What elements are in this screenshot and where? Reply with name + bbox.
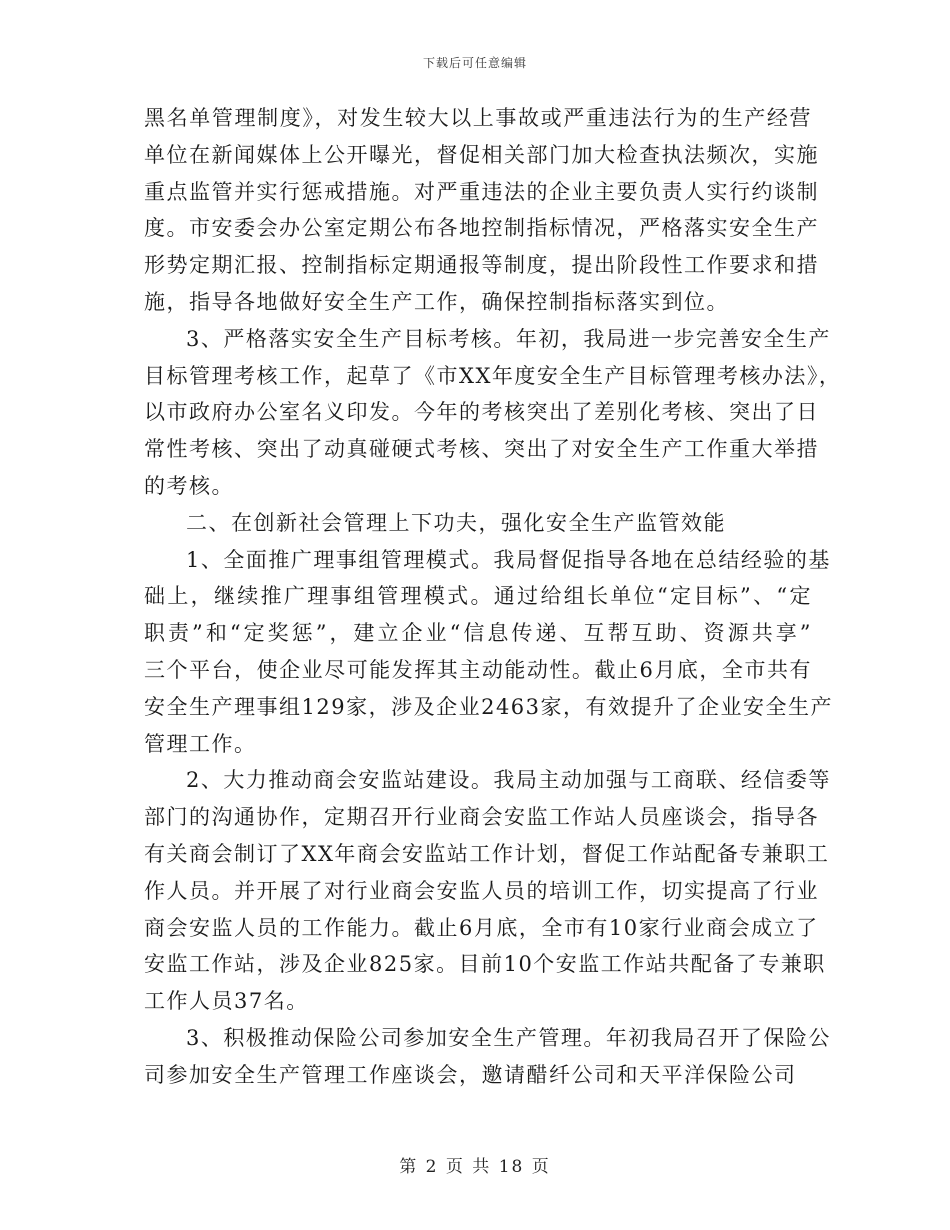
text-line: 2、大力推动商会安监站建设。我局主动加强与工商联、经信委等	[186, 768, 831, 793]
page-footer: 第 2 页 共 18 页	[399, 1157, 551, 1177]
text-line: 有关商会制订了XX年商会安监站工作计划，督促工作站配备专兼职工	[144, 841, 830, 866]
page-header: 下载后可任意编辑	[422, 56, 527, 70]
text-line: 单位在新闻媒体上公开曝光，督促相关部门加大检查执法频次，实施	[144, 142, 819, 167]
text-line: 3、严格落实安全生产目标考核。年初，我局进一步完善安全生产	[186, 326, 831, 351]
text-line: 部门的沟通协作，定期召开行业商会安监工作站人员座谈会，指导各	[144, 805, 819, 830]
text-line: 黑名单管理制度》，对发生较大以上事故或严重违法行为的生产经营	[144, 106, 812, 130]
text-line: 以市政府办公室名义印发。今年的考核突出了差别化考核、突出了日	[144, 400, 819, 425]
text-line: 础上，继续推广理事组管理模式。通过给组长单位“定目标”、“定	[144, 584, 812, 609]
text-line: 三个平台，使企业尽可能发挥其主动能动性。截止6月底，全市共有	[144, 657, 812, 682]
text-line: 度。市安委会办公室定期公布各地控制指标情况，严格落实安全生产	[144, 216, 819, 241]
text-line: 常性考核、突出了动真碰硬式考核、突出了对安全生产工作重大举措	[144, 437, 819, 462]
text-line: 3、积极推动保险公司参加安全生产管理。年初我局召开了保险公	[186, 1025, 831, 1050]
text-line: 目标管理考核工作，起草了《市XX年度安全生产目标管理考核办法》，	[144, 363, 842, 388]
text-line: 施，指导各地做好安全生产工作，确保控制指标落实到位。	[144, 289, 729, 314]
text-line: 安全生产理事组129家，涉及企业2463家，有效提升了企业安全生产	[144, 694, 834, 719]
document-body	[144, 100, 842, 1094]
text-line: 工作人员37名。	[144, 989, 309, 1014]
text-line: 职责”和“定奖惩”，建立企业“信息传递、互帮互助、资源共享”	[144, 621, 812, 646]
text-line: 商会安监人员的工作能力。截止6月底，全市有10家行业商会成立了	[144, 915, 819, 940]
text-line: 形势定期汇报、控制指标定期通报等制度，提出阶段性工作要求和措	[144, 253, 819, 278]
text-line: 的考核。	[144, 473, 234, 498]
text-line: 管理工作。	[144, 731, 257, 756]
text-line: 作人员。并开展了对行业商会安监人员的培训工作，切实提高了行业	[144, 878, 819, 903]
text-line: 司参加安全生产管理工作座谈会，邀请醋纤公司和天平洋保险公司	[144, 1062, 797, 1087]
text-line: 二、在创新社会管理上下功夫，强化安全生产监管效能	[186, 510, 726, 535]
text-line: 安监工作站，涉及企业825家。目前10个安监工作站共配备了专兼职	[144, 952, 826, 977]
text-line: 1、全面推广理事组管理模式。我局督促指导各地在总结经验的基	[186, 547, 831, 572]
text-line: 重点监管并实行惩戒措施。对严重违法的企业主要负责人实行约谈制	[144, 179, 819, 204]
